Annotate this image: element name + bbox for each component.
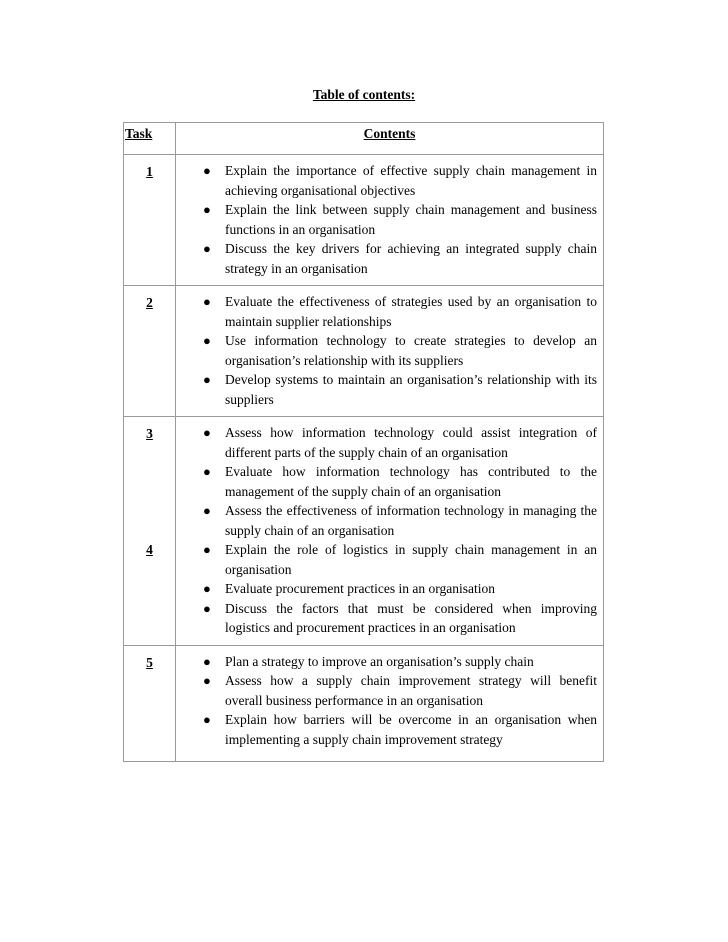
bullet-icon: ● [203, 372, 211, 387]
bullet-icon: ● [203, 581, 211, 596]
table-row [124, 645, 604, 762]
bullet-icon: ● [203, 333, 211, 348]
objective-text: Discuss the key drivers for achieving an integrated supply chain strategy in an organisation [225, 241, 597, 276]
objective-text: Discuss the factors that must be considered when improving logistics and procurement practices in an organisation [225, 600, 597, 635]
contents-table [123, 122, 604, 762]
task-objectives-list [176, 292, 597, 409]
objective-text: Plan a strategy to improve an organisation’s supply chain [225, 653, 534, 669]
list-item [176, 423, 597, 462]
table-row [124, 540, 604, 645]
task-contents-cell [176, 155, 604, 286]
bullet-icon: ● [203, 202, 211, 217]
bullet-icon: ● [203, 673, 211, 688]
bullet-icon: ● [203, 464, 211, 479]
objective-text: Evaluate procurement practices in an organisation [225, 581, 496, 596]
task-number-cell [124, 155, 176, 286]
task-objectives-list [176, 161, 597, 278]
table-row [124, 155, 604, 286]
list-item [176, 370, 597, 409]
table-header-row [124, 123, 604, 155]
list-item [176, 501, 597, 540]
task-number-cell [124, 286, 176, 417]
task-number-cell [124, 417, 176, 541]
task-number: 3 [146, 426, 153, 441]
bullet-icon: ● [203, 653, 211, 669]
bullet-icon: ● [203, 163, 211, 178]
bullet-icon: ● [203, 241, 211, 256]
task-header-label: Task [125, 126, 153, 141]
objective-text: Explain the link between supply chain management and business functions in an organisation [225, 202, 597, 237]
table-row [124, 417, 604, 541]
bullet-icon: ● [203, 503, 211, 518]
bullet-icon: ● [203, 542, 211, 557]
task-number: 4 [146, 542, 153, 557]
task-objectives-list [176, 652, 597, 750]
objective-text: Explain how barriers will be overcome in an organisation when implementing a supply chain improvement strategy [225, 712, 597, 747]
objective-text: Develop systems to maintain an organisation’s relationship with its suppliers [225, 372, 597, 407]
task-contents-cell [176, 645, 604, 762]
objective-text: Explain the role of logistics in supply chain management in an organisation [225, 542, 597, 577]
page-title: Table of contents: [312, 87, 416, 102]
task-contents-cell [176, 417, 604, 541]
bullet-icon: ● [203, 600, 211, 616]
task-contents-cell [176, 286, 604, 417]
objective-text: Use information technology to create strategies to develop an organisation’s relationship with its suppliers [225, 333, 597, 368]
task-contents-cell [176, 540, 604, 645]
objective-text: Assess how a supply chain improvement strategy will benefit overall business performance in an organisation [225, 673, 597, 708]
list-item [176, 161, 597, 200]
task-number: 1 [146, 164, 153, 179]
list-item [176, 599, 597, 638]
list-item [176, 462, 597, 501]
task-number-cell [124, 645, 176, 762]
task-number-cell [124, 540, 176, 645]
contents-column-header [176, 123, 604, 155]
list-item [176, 540, 597, 579]
list-item [176, 671, 597, 710]
list-item [176, 331, 597, 370]
list-item [176, 652, 597, 672]
objective-text: Assess the effectiveness of information technology in managing the supply chain of an organisation [225, 503, 597, 538]
list-item [176, 579, 597, 599]
list-item [176, 710, 597, 749]
task-column-header [124, 123, 176, 155]
bullet-icon: ● [203, 294, 211, 309]
objective-text: Evaluate how information technology has contributed to the management of the supply chain of an organisation [225, 464, 597, 499]
list-item [176, 239, 597, 278]
bullet-icon: ● [203, 425, 211, 440]
task-number: 2 [146, 295, 153, 310]
objective-text: Explain the importance of effective supply chain management in achieving organisational objectives [225, 163, 597, 198]
contents-header-label: Contents [363, 126, 416, 141]
task-objectives-list [176, 540, 597, 638]
list-item [176, 292, 597, 331]
list-item [176, 200, 597, 239]
task-number: 5 [146, 654, 153, 670]
table-row [124, 286, 604, 417]
task-objectives-list [176, 423, 597, 540]
objective-text: Assess how information technology could assist integration of different parts of the supply chain of an organisation [225, 425, 597, 460]
objective-text: Evaluate the effectiveness of strategies used by an organisation to maintain supplier relationships [225, 294, 597, 329]
bullet-icon: ● [203, 712, 211, 727]
